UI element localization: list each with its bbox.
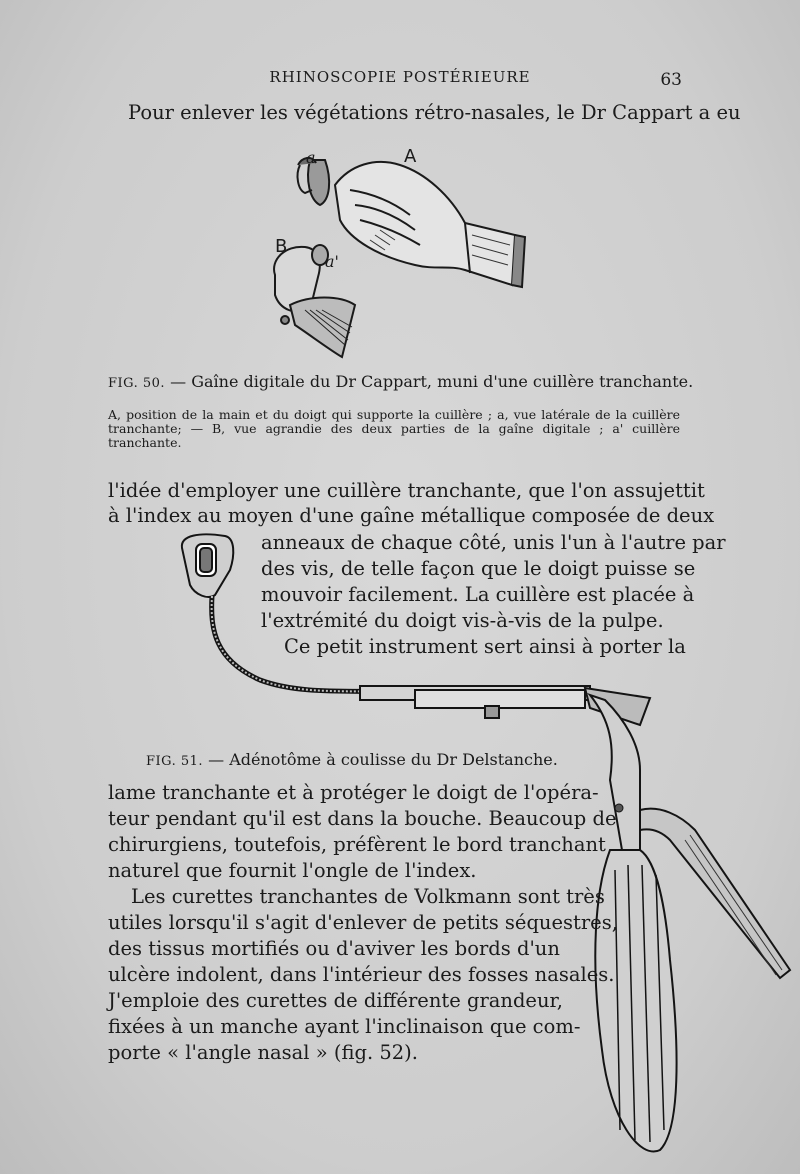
- page-number: 63: [660, 70, 682, 90]
- figure-50-number: FIG. 50.: [108, 376, 166, 391]
- figure-50-label-a-prime: a': [325, 252, 339, 271]
- figure-50-label-B: B: [275, 236, 288, 257]
- figure-50-illustration: [250, 145, 540, 365]
- figure-50-legend: A, position de la main et du doigt qui supporte la cuillère ; a, vue latérale de la cuillère tranchante; — B, vue agrandie des deux parties de la gaîne digitale ; a' cuillère tranchante.: [108, 407, 680, 450]
- body2-line-4: naturel que fournit l'ongle de l'index.: [108, 859, 477, 882]
- body-line-6: l'extrémité du doigt vis-à-vis de la pulpe.: [261, 609, 664, 632]
- figure-51-number: FIG. 51.: [146, 754, 204, 769]
- figure-50-caption-text: — Gaîne digitale du Dr Cappart, muni d'une cuillère tranchante.: [170, 372, 694, 391]
- body-line-5: mouvoir facilement. La cuillère est placée à: [261, 583, 695, 606]
- body-line-2: à l'index au moyen d'une gaîne métallique composée de deux: [108, 504, 715, 527]
- body2-line-6: utiles lorsqu'il s'agit d'enlever de petits séquestres,: [108, 911, 618, 934]
- figure-50-label-A: A: [404, 146, 417, 167]
- running-title: RHINOSCOPIE POSTÉRIEURE: [269, 68, 531, 86]
- body-line-3: anneaux de chaque côté, unis l'un à l'autre par: [261, 531, 726, 554]
- body2-line-1: lame tranchante et à protéger le doigt de l'opéra-: [108, 781, 599, 804]
- body-line-1: l'idée d'employer une cuillère tranchante, que l'on assujettit: [108, 479, 705, 502]
- figure-51-caption: [146, 750, 558, 769]
- figure-50-caption: [108, 372, 693, 391]
- body2-line-7: des tissus mortifiés ou d'aviver les bords d'un: [108, 937, 560, 960]
- figure-51-caption-text: — Adénotôme à coulisse du Dr Delstanche.: [208, 750, 558, 769]
- body2-line-8: ulcère indolent, dans l'intérieur des fosses nasales.: [108, 963, 615, 986]
- intro-paragraph: Pour enlever les végétations rétro-nasales, le Dr Cappart a eu: [128, 101, 741, 124]
- body-line-4: des vis, de telle façon que le doigt puisse se: [261, 557, 696, 580]
- body2-line-2: teur pendant qu'il est dans la bouche. Beaucoup de: [108, 807, 617, 830]
- body2-line-9: J'emploie des curettes de différente grandeur,: [108, 989, 563, 1012]
- figure-50-label-a: a: [306, 148, 316, 167]
- body2-line-3: chirurgiens, toutefois, préfèrent le bord tranchant: [108, 833, 606, 856]
- body2-line-11: porte « l'angle nasal » (fig. 52).: [108, 1041, 418, 1064]
- body2-line-5: Les curettes tranchantes de Volkmann sont très: [131, 885, 605, 908]
- body-line-7: Ce petit instrument sert ainsi à porter la: [284, 635, 686, 658]
- body2-line-10: fixées à un manche ayant l'inclinaison que com-: [108, 1015, 581, 1038]
